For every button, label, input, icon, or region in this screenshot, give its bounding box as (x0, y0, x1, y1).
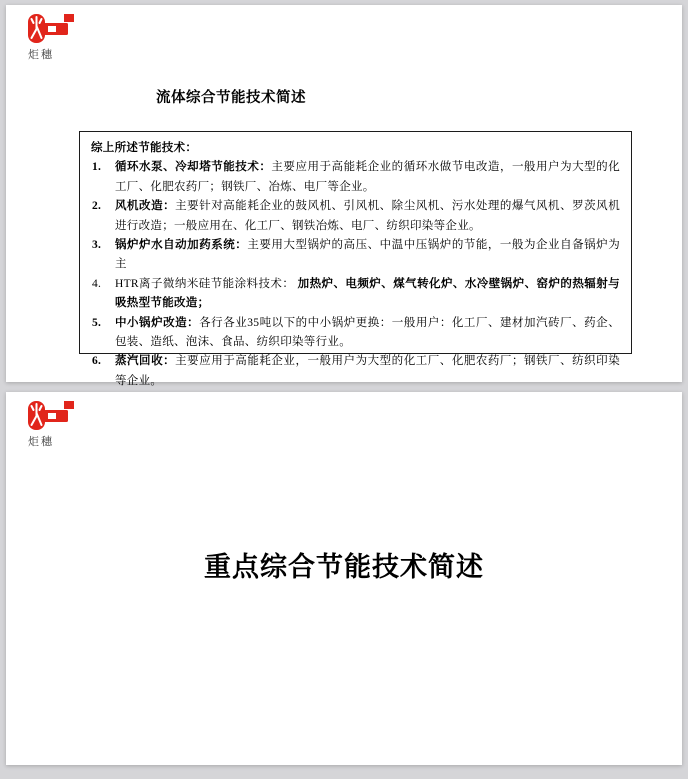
item-body: 主要针对高能耗企业的鼓风机、引风机、除尘风机、污水处理的爆气风机、罗茨风机进行改造；一般应用在、化工厂、钢铁冶炼、电厂、纺织印染等企业。 (115, 200, 620, 232)
item-number: 6. (92, 355, 102, 368)
item-lead: 蒸汽回收： (115, 355, 176, 368)
list-item-5 (91, 314, 620, 353)
logo-text: 炬穗 (28, 436, 54, 448)
list-item-2 (91, 197, 620, 236)
item-number: 5. (92, 316, 102, 329)
torch-flame-icon (28, 401, 98, 431)
torch-flame-icon (28, 14, 98, 44)
item-lead: 中小锅炉改造： (115, 316, 200, 329)
slide-page-2 (6, 392, 682, 765)
company-logo (28, 401, 98, 449)
list-item-3 (91, 236, 620, 275)
item-number: 3. (92, 239, 102, 252)
item-lead: 风机改造： (115, 200, 176, 213)
item-number: 1. (92, 161, 102, 174)
company-logo (28, 14, 98, 62)
item-number: 2. (92, 200, 102, 213)
item-body: 主要应用于高能耗企业，一般用户为大型的化工厂、化肥农药厂；钢铁厂、纺织印染等企业。 (115, 355, 620, 387)
list-item-4 (91, 275, 620, 314)
slide2-title: 重点综合节能技术简述 (204, 552, 484, 582)
item-lead: 循环水泵、冷却塔节能技术： (115, 161, 272, 174)
item-body: 主要应用于高能耗企业的循环水做节电改造，一般用户为大型的化工厂、化肥农药厂；钢铁厂、冶炼、电厂等企业。 (115, 161, 620, 193)
item-number: 4. (92, 277, 102, 290)
item-lead: 锅炉炉水自动加药系统： (115, 239, 248, 252)
box-header: 综上所述节能技术： (91, 142, 198, 154)
slide1-title: 流体综合节能技术简述 (156, 90, 306, 106)
item-body: 各行各业35吨以下的中小锅炉更换：一般用户：化工厂、建材加汽砖厂、药企、包装、造纸、泡沫、食品、纺织印染等行业。 (115, 316, 620, 349)
item-body: 加热炉、电频炉、煤气转化炉、水冷壁锅炉、窑炉的热辐射与吸热型节能改造； (115, 277, 620, 310)
summary-box (79, 131, 632, 387)
logo-text: 炬穗 (28, 49, 54, 61)
list-item-1 (91, 158, 620, 197)
item-lead: HTR离子微纳米硅节能涂料技术： (115, 277, 298, 290)
item-body: 主要用大型锅炉的高压、中温中压锅炉的节能，一般为企业自备锅炉为主 (115, 239, 620, 271)
slide-page-1 (6, 5, 682, 387)
list-item-6 (91, 352, 620, 391)
